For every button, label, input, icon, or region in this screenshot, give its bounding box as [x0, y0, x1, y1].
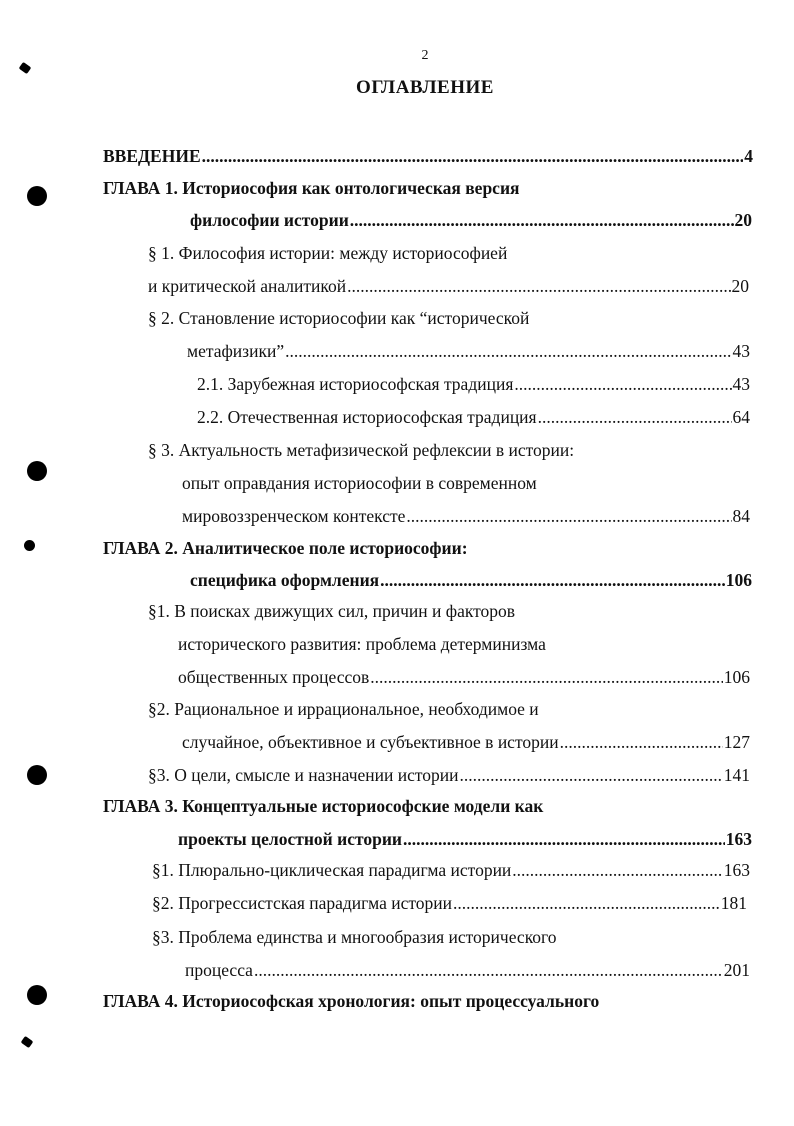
leader-dots	[406, 503, 731, 529]
toc-entry-text: случайное, объективное и субъективное в истории	[182, 732, 559, 752]
toc-entry-page: 201	[723, 960, 750, 980]
toc-entry-section-1-2-cont[interactable]	[187, 338, 750, 364]
leader-dots	[514, 371, 731, 397]
toc-entry-chapter-3-cont[interactable]	[178, 826, 752, 852]
toc-entry-section-2-1-cont[interactable]	[178, 631, 546, 657]
toc-entry-chapter-3[interactable]	[103, 793, 543, 819]
leader-dots	[347, 273, 730, 299]
toc-entry-text: опыт оправдания историософии в современном	[182, 473, 537, 493]
toc-entry-page: 4	[744, 146, 753, 166]
punch-hole	[27, 985, 47, 1005]
punch-hole	[27, 765, 47, 785]
toc-entry-chapter-4[interactable]	[103, 988, 599, 1014]
toc-entry-text: философии истории	[190, 210, 349, 230]
toc-entry-section-1-3-cont[interactable]	[182, 470, 537, 496]
toc-entry-section-3-3[interactable]	[152, 924, 557, 950]
toc-entry-text: § 3. Актуальность метафизической рефлексии в истории:	[148, 440, 575, 460]
toc-entry-page: 64	[732, 407, 750, 427]
toc-entry-chapter-1-cont[interactable]	[190, 207, 752, 233]
toc-entry-page: 106	[723, 667, 750, 687]
leader-dots	[538, 404, 732, 430]
toc-entry-text: 2.1. Зарубежная историософская традиция	[197, 374, 514, 394]
toc-entry-text: §1. Плюрально-циклическая парадигма истории	[152, 860, 512, 880]
toc-entry-page: 163	[723, 860, 750, 880]
toc-entry-text: ГЛАВА 4. Историософская хронология: опыт процессуального	[103, 991, 600, 1011]
punch-hole	[27, 186, 47, 206]
toc-entry-text: ГЛАВА 1. Историософия как онтологическая версия	[103, 178, 520, 198]
toc-entry-page: 106	[725, 570, 752, 590]
toc-entry-text: исторического развития: проблема детерминизма	[178, 634, 546, 654]
toc-entry-section-2-1[interactable]	[148, 598, 515, 624]
toc-entry-text: ВВЕДЕНИЕ	[103, 146, 201, 166]
leader-dots	[560, 729, 723, 755]
punch-hole	[27, 461, 47, 481]
leader-dots	[453, 890, 720, 916]
toc-entry-text: § 2. Становление историософии как “исторической	[148, 308, 530, 328]
toc-entry-page: 163	[725, 829, 752, 849]
page-number: 2	[421, 48, 429, 63]
toc-entry-page: 20	[731, 276, 749, 296]
toc-entry-text: метафизики”	[187, 341, 285, 361]
toc-entry-text: мировоззренческом контексте	[182, 506, 406, 526]
toc-title: ОГЛАВЛЕНИЕ	[356, 77, 494, 98]
punch-hole	[24, 540, 35, 551]
toc-entry-text: общественных процессов	[178, 667, 370, 687]
toc-entry-section-1-1[interactable]	[148, 240, 507, 266]
toc-entry-chapter-2-cont[interactable]	[190, 567, 752, 593]
toc-entry-page: 127	[723, 732, 750, 752]
toc-entry-text: процесса	[185, 960, 253, 980]
toc-entry-page: 141	[723, 765, 750, 785]
toc-entry-chapter-2[interactable]	[103, 535, 468, 561]
leader-dots	[460, 762, 723, 788]
toc-entry-text: §1. В поисках движущих сил, причин и факторов	[148, 601, 516, 621]
toc-entry-text: ГЛАВА 2. Аналитическое поле историософии:	[103, 538, 468, 558]
leader-dots	[350, 207, 734, 233]
toc-entry-page: 43	[732, 341, 750, 361]
toc-entry-text: § 1. Философия истории: между историософией	[148, 243, 508, 263]
toc-entry-page: 43	[732, 374, 750, 394]
leader-dots	[202, 143, 744, 169]
toc-entry-section-1-3-cont2[interactable]	[182, 503, 750, 529]
toc-entry-text: §2. Прогрессистская парадигма истории	[152, 893, 452, 913]
toc-entry-section-2-2[interactable]	[148, 696, 539, 722]
toc-entry-text: проекты целостной истории	[178, 829, 402, 849]
leader-dots	[512, 857, 722, 883]
toc-entry-page: 181	[720, 893, 747, 913]
toc-entry-text: специфика оформления	[190, 570, 380, 590]
toc-entry-section-2-1-cont2[interactable]	[178, 664, 750, 690]
toc-entry-page: 20	[734, 210, 752, 230]
scan-mark	[21, 1036, 34, 1048]
toc-entry-text: ГЛАВА 3. Концептуальные историософские модели как	[103, 796, 544, 816]
toc-entry-text: §2. Рациональное и иррациональное, необходимое и	[148, 699, 539, 719]
toc-entry-text: и критической аналитикой	[148, 276, 347, 296]
toc-entry-text: §3. Проблема единства и многообразия исторического	[152, 927, 557, 947]
toc-entry-section-3-3-cont[interactable]	[185, 957, 750, 983]
toc-entry-section-3-1[interactable]	[152, 857, 750, 883]
leader-dots	[380, 567, 725, 593]
toc-entry-page: 84	[732, 506, 750, 526]
toc-entry-section-2-2-cont[interactable]	[182, 729, 750, 755]
toc-entry-section-1-3[interactable]	[148, 437, 574, 463]
toc-entry-text: 2.2. Отечественная историософская традиция	[197, 407, 537, 427]
leader-dots	[403, 826, 725, 852]
toc-entry-text: §3. О цели, смысле и назначении истории	[148, 765, 459, 785]
toc-entry-section-1-2[interactable]	[148, 305, 529, 331]
toc-entry-chapter-1[interactable]	[103, 175, 520, 201]
toc-entry-section-3-2[interactable]	[152, 890, 747, 916]
leader-dots	[254, 957, 723, 983]
toc-entry-subsection-2-2[interactable]	[197, 404, 750, 430]
leader-dots	[370, 664, 722, 690]
toc-entry-introduction[interactable]	[103, 143, 753, 169]
toc-entry-section-1-1-cont[interactable]	[148, 273, 749, 299]
toc-entry-section-2-3[interactable]	[148, 762, 750, 788]
toc-entry-subsection-2-1[interactable]	[197, 371, 750, 397]
leader-dots	[285, 338, 731, 364]
